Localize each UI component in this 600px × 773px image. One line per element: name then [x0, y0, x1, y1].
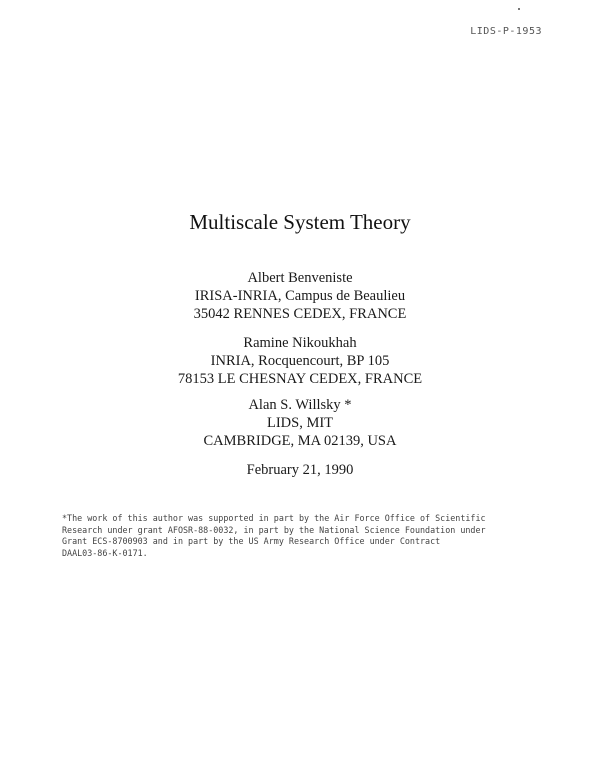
- footnote-line: DAAL03-86-K-0171.: [62, 547, 148, 558]
- author-name: Ramine Nikoukhah: [243, 335, 357, 351]
- author-address: CAMBRIDGE, MA 02139, USA: [203, 433, 397, 449]
- author-block-nikoukhah: [0, 334, 600, 388]
- publication-date: February 21, 1990: [246, 462, 354, 478]
- report-number: LIDS-P-1953: [470, 26, 542, 37]
- author-affiliation: IRISA-INRIA, Campus de Beaulieu: [194, 288, 406, 304]
- author-name: Alan S. Willsky *: [248, 397, 352, 413]
- footnote-line: Research under grant AFOSR-88-0032, in part by the National Science Foundation under: [62, 524, 486, 535]
- footnote-line: *The work of this author was supported in part by the Air Force Office of Scientific: [62, 513, 486, 523]
- funding-footnote: [62, 513, 572, 559]
- scan-speck: [518, 8, 520, 10]
- author-affiliation: LIDS, MIT: [266, 415, 334, 431]
- author-address: 78153 LE CHESNAY CEDEX, FRANCE: [177, 371, 423, 387]
- author-affiliation: INRIA, Rocquencourt, BP 105: [210, 353, 390, 369]
- author-block-benveniste: [0, 269, 600, 323]
- author-name: Albert Benveniste: [247, 270, 353, 286]
- author-address: 35042 RENNES CEDEX, FRANCE: [193, 306, 407, 322]
- paper-title: Multiscale System Theory: [189, 210, 411, 234]
- author-block-willsky: [0, 396, 600, 450]
- footnote-line: Grant ECS-8700903 and in part by the US Army Research Office under Contract: [62, 536, 441, 546]
